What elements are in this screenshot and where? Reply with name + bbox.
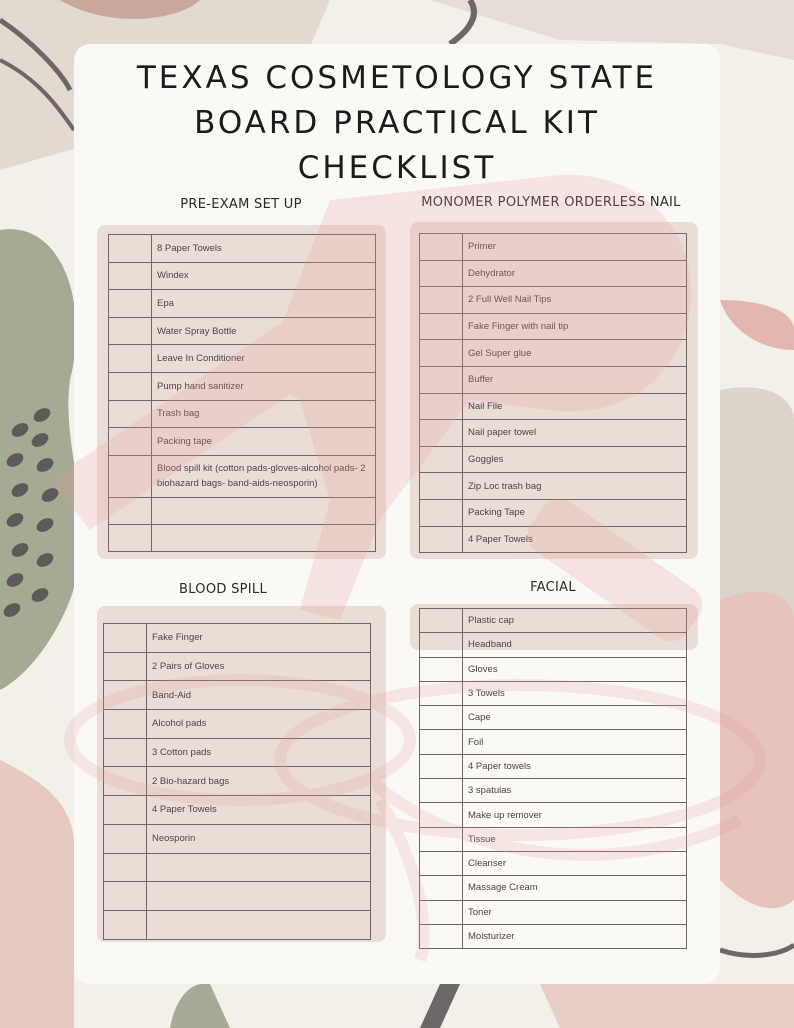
blood-spill-checklist <box>103 623 371 940</box>
item-label: Gloves <box>463 657 687 681</box>
checklist-row <box>104 824 371 853</box>
checklist-row <box>420 730 687 754</box>
checklist-row <box>420 900 687 924</box>
checklist-row <box>420 393 687 420</box>
checkbox[interactable] <box>109 372 152 400</box>
item-label: Moisturizer <box>463 924 687 948</box>
checklist-row <box>104 624 371 653</box>
checklist-row <box>420 287 687 314</box>
item-label: Buffer <box>463 366 687 393</box>
checkbox[interactable] <box>104 710 147 739</box>
checklist-row <box>104 882 371 911</box>
checkbox[interactable] <box>420 526 463 553</box>
item-label: Pump hand sanitizer <box>152 372 376 400</box>
checkbox[interactable] <box>104 910 147 939</box>
item-label: Nail File <box>463 393 687 420</box>
checkbox[interactable] <box>420 900 463 924</box>
item-label: Nail paper towel <box>463 420 687 447</box>
checkbox[interactable] <box>420 340 463 367</box>
item-label <box>147 910 371 939</box>
checkbox[interactable] <box>420 499 463 526</box>
item-label: 3 spatulas <box>463 779 687 803</box>
checklist-row <box>109 262 376 290</box>
item-label: 2 Full Well Nail Tips <box>463 287 687 314</box>
section-title-pre-exam: PRE-EXAM SET UP <box>180 197 302 212</box>
item-label: Tissue <box>463 827 687 851</box>
checkbox[interactable] <box>420 420 463 447</box>
item-label: 4 Paper towels <box>463 754 687 778</box>
checkbox[interactable] <box>420 779 463 803</box>
checklist-row <box>104 738 371 767</box>
item-label: Fake Finger <box>147 624 371 653</box>
item-label: 2 Bio-hazard bags <box>147 767 371 796</box>
checkbox[interactable] <box>420 827 463 851</box>
checklist-row <box>420 234 687 261</box>
item-label <box>152 497 376 524</box>
section-title-blood-spill: BLOOD SPILL <box>178 582 268 597</box>
checklist-row <box>420 827 687 851</box>
checklist-row <box>420 851 687 875</box>
item-label: 3 Towels <box>463 681 687 705</box>
checkbox[interactable] <box>104 652 147 681</box>
checkbox[interactable] <box>109 400 152 428</box>
item-label: Band-Aid <box>147 681 371 710</box>
checkbox[interactable] <box>109 262 152 290</box>
checklist-row <box>109 497 376 524</box>
item-label <box>152 524 376 551</box>
item-label: Windex <box>152 262 376 290</box>
item-label: Neosporin <box>147 824 371 853</box>
checkbox[interactable] <box>109 524 152 551</box>
item-label: 2 Pairs of Gloves <box>147 652 371 681</box>
checklist-row <box>420 420 687 447</box>
monomer-checklist <box>419 233 687 553</box>
item-label: Leave In Conditioner <box>152 345 376 373</box>
checkbox[interactable] <box>104 767 147 796</box>
checkbox[interactable] <box>109 235 152 263</box>
checkbox[interactable] <box>109 317 152 345</box>
page-title: TEXAS COSMETOLOGY STATE BOARD PRACTICAL KIT CHECKLIST <box>136 60 658 186</box>
checkbox[interactable] <box>109 290 152 318</box>
checkbox[interactable] <box>420 633 463 657</box>
item-label: Headband <box>463 633 687 657</box>
checklist-row <box>420 473 687 500</box>
checklist-row <box>109 290 376 318</box>
checklist-row <box>109 235 376 263</box>
checkbox[interactable] <box>104 824 147 853</box>
checkbox[interactable] <box>420 473 463 500</box>
checkbox[interactable] <box>109 455 152 497</box>
item-label: Epa <box>152 290 376 318</box>
checkbox[interactable] <box>109 497 152 524</box>
checkbox[interactable] <box>420 657 463 681</box>
item-label: Blood spill kit (cotton pads-gloves-alcohol pads- 2 biohazard bags- band-aids-neosporin) <box>152 455 376 497</box>
checkbox[interactable] <box>420 681 463 705</box>
facial-checklist <box>419 608 687 949</box>
item-label: Plastic cap <box>463 609 687 633</box>
item-label: 4 Paper Towels <box>463 526 687 553</box>
item-label: Dehydrator <box>463 260 687 287</box>
item-label: Primer <box>463 234 687 261</box>
item-label: Massage Cream <box>463 876 687 900</box>
checkbox[interactable] <box>109 345 152 373</box>
item-label: 8 Paper Towels <box>152 235 376 263</box>
checklist-row <box>420 526 687 553</box>
checklist-row <box>104 681 371 710</box>
checkbox[interactable] <box>420 234 463 261</box>
checkbox[interactable] <box>104 624 147 653</box>
checklist-row <box>109 524 376 551</box>
item-label: Make up remover <box>463 803 687 827</box>
checkbox[interactable] <box>420 803 463 827</box>
checklist-row <box>420 609 687 633</box>
checklist-row <box>104 910 371 939</box>
checklist-row <box>104 853 371 882</box>
checklist-row <box>420 657 687 681</box>
checklist-row <box>109 345 376 373</box>
checklist-row <box>109 428 376 456</box>
checkbox[interactable] <box>420 446 463 473</box>
checklist-row <box>420 260 687 287</box>
pre-exam-checklist <box>108 234 376 552</box>
checklist-row <box>420 924 687 948</box>
checklist-row <box>109 400 376 428</box>
checkbox[interactable] <box>420 313 463 340</box>
section-title-monomer: MONOMER POLYMER ORDERLESS NAIL <box>421 195 681 210</box>
checkbox[interactable] <box>420 924 463 948</box>
item-label: Water Spray Bottle <box>152 317 376 345</box>
item-label: Foil <box>463 730 687 754</box>
checkbox[interactable] <box>109 428 152 456</box>
checkbox[interactable] <box>420 730 463 754</box>
item-label: Packing Tape <box>463 499 687 526</box>
checklist-row <box>420 633 687 657</box>
item-label <box>147 882 371 911</box>
item-label: Gel Super glue <box>463 340 687 367</box>
checkbox[interactable] <box>420 287 463 314</box>
section-title-facial: FACIAL <box>530 580 576 595</box>
checkbox[interactable] <box>420 851 463 875</box>
checkbox[interactable] <box>420 876 463 900</box>
checklist-row <box>104 796 371 825</box>
checklist-row <box>420 681 687 705</box>
item-label: 4 Paper Towels <box>147 796 371 825</box>
item-label <box>147 853 371 882</box>
item-label: Goggles <box>463 446 687 473</box>
checkbox[interactable] <box>104 796 147 825</box>
checklist-row <box>109 372 376 400</box>
checklist-row <box>420 499 687 526</box>
checklist-row <box>104 767 371 796</box>
checkbox[interactable] <box>420 393 463 420</box>
checklist-row <box>420 706 687 730</box>
checklist-row <box>420 754 687 778</box>
item-label: Cleanser <box>463 851 687 875</box>
item-label: 3 Cotton pads <box>147 738 371 767</box>
checklist-row <box>420 446 687 473</box>
checklist-row <box>420 313 687 340</box>
item-label: Alcohol pads <box>147 710 371 739</box>
checklist-row <box>420 876 687 900</box>
checklist-row <box>420 803 687 827</box>
checkbox[interactable] <box>104 882 147 911</box>
checkbox[interactable] <box>420 754 463 778</box>
checkbox[interactable] <box>420 609 463 633</box>
checkbox[interactable] <box>420 706 463 730</box>
checklist-row <box>420 366 687 393</box>
checkbox[interactable] <box>420 260 463 287</box>
checkbox[interactable] <box>104 738 147 767</box>
checkbox[interactable] <box>104 853 147 882</box>
checkbox[interactable] <box>104 681 147 710</box>
item-label: Zip Loc trash bag <box>463 473 687 500</box>
item-label: Toner <box>463 900 687 924</box>
checklist-row <box>104 652 371 681</box>
checklist-row <box>104 710 371 739</box>
checklist-row <box>420 340 687 367</box>
item-label: Packing tape <box>152 428 376 456</box>
checkbox[interactable] <box>420 366 463 393</box>
item-label: Fake Finger with nail tip <box>463 313 687 340</box>
item-label: Trash bag <box>152 400 376 428</box>
checklist-row <box>109 455 376 497</box>
item-label: Cape <box>463 706 687 730</box>
checklist-row <box>420 779 687 803</box>
checklist-row <box>109 317 376 345</box>
